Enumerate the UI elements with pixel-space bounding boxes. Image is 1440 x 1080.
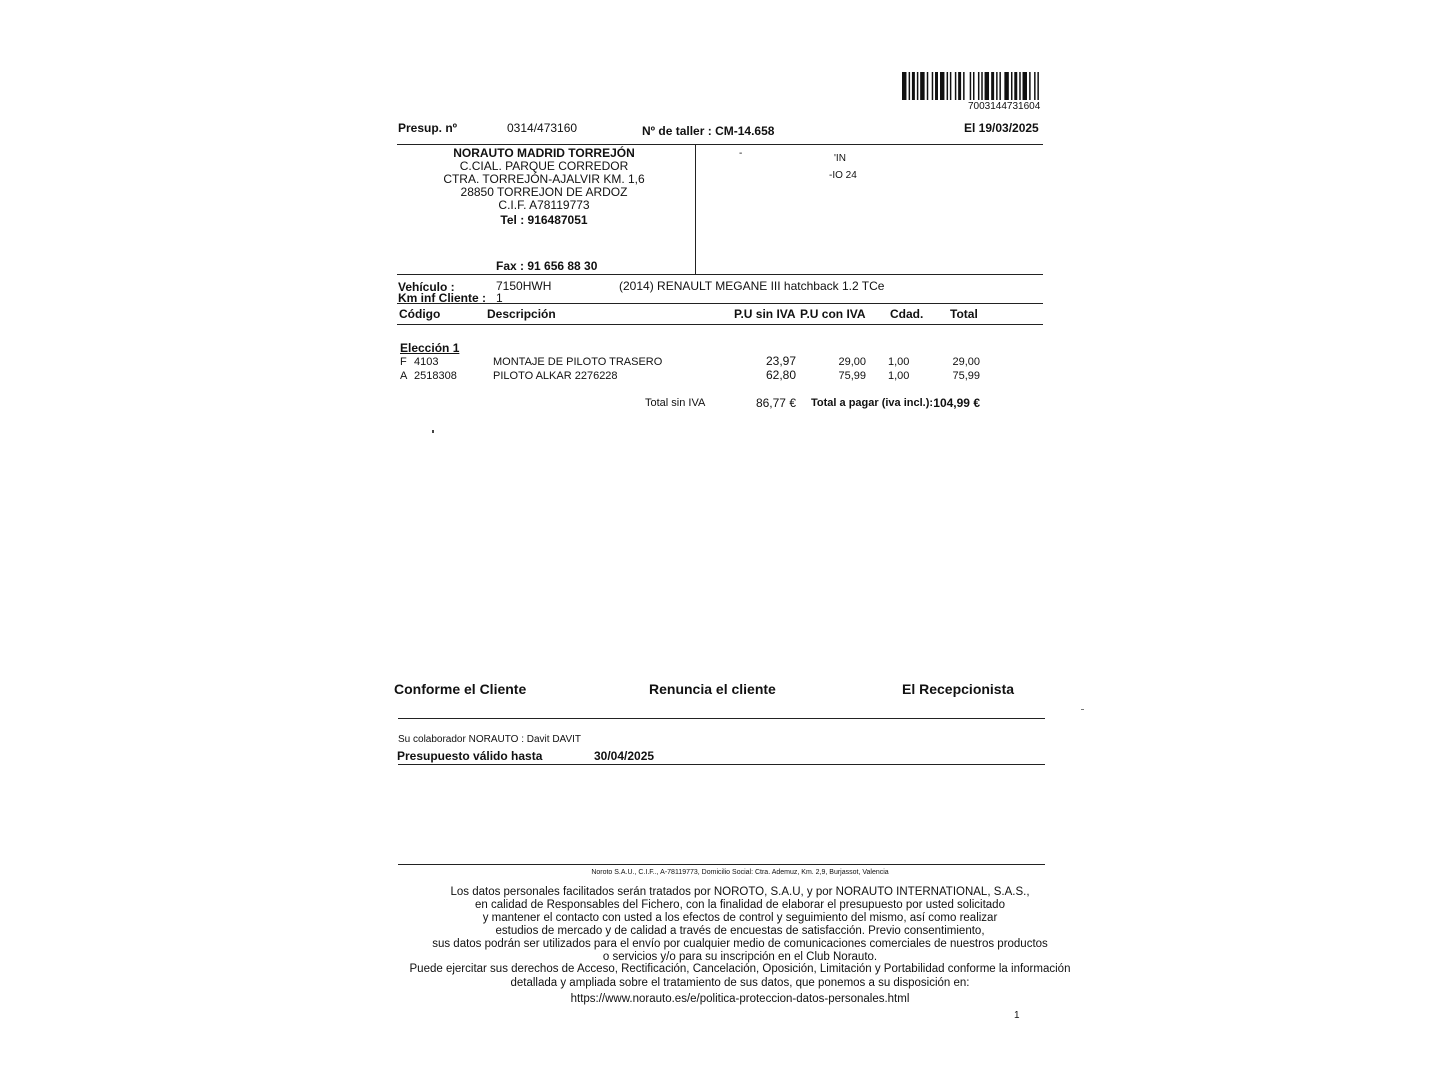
- total-pay-value: 104,99 €: [933, 396, 980, 410]
- footer-divider: [398, 864, 1045, 865]
- barcode-bar: [996, 72, 997, 100]
- company-address-line-2: CTRA. TORREJÓN-AJALVIR KM. 1,6: [443, 172, 645, 186]
- barcode-bar: [1004, 72, 1008, 100]
- budget-label: Presup. nº: [398, 121, 458, 135]
- customer-fragment: -: [739, 148, 743, 159]
- barcode-bar: [970, 72, 971, 100]
- legal-line: Los datos personales facilitados serán tratados por NOROTO, S.A.U, y por NORAUTO INTERNATIONAL, S.A.S.,: [450, 886, 1030, 898]
- legal-line: detallada y ampliada sobre el tratamiento de sus datos, que ponemos a su disposición en:: [510, 977, 970, 989]
- vehicle-label: Vehículo :: [398, 280, 455, 294]
- valid-until-label: Presupuesto válido hasta: [397, 749, 543, 763]
- company-name: NORAUTO MADRID TORREJÓN: [453, 146, 635, 160]
- signature-waiver: Renuncia el cliente: [649, 681, 776, 697]
- barcode-bar: [902, 72, 906, 100]
- row-total: 75,99: [952, 370, 980, 382]
- column-header-qty: Cdad.: [890, 307, 924, 321]
- column-header-code: Código: [399, 307, 441, 321]
- barcode-bar: [947, 72, 948, 100]
- column-header-description: Descripción: [487, 307, 556, 321]
- row-description: MONTAJE DE PILOTO TRASERO: [493, 356, 663, 368]
- signature-client: Conforme el Cliente: [394, 681, 527, 697]
- row-type: A: [400, 370, 408, 382]
- barcode-bar: [1011, 72, 1012, 100]
- barcode-bar: [940, 72, 944, 100]
- barcode-bar: [912, 72, 915, 100]
- barcode-bar: [935, 72, 938, 100]
- barcode-bar: [1029, 72, 1030, 100]
- row-qty: 1,00: [888, 370, 910, 382]
- customer-fragment: -IO 24: [829, 170, 857, 181]
- barcode-number: 7003144731604: [968, 101, 1041, 112]
- table-header-top-divider: [397, 303, 1043, 304]
- workshop-number: Nº de taller : CM-14.658: [642, 124, 775, 138]
- header-divider: [397, 144, 1043, 145]
- column-header-total: Total: [950, 307, 978, 321]
- legal-line: sus datos podrán ser utilizados para el envío por cualquier medio de comunicaciones comerciales de nuestros productos: [432, 938, 1048, 950]
- km-label: Km inf Cliente :: [398, 291, 487, 305]
- row-total: 29,00: [952, 356, 980, 368]
- row-qty: 1,00: [888, 356, 910, 368]
- row-code: 2518308: [414, 370, 457, 382]
- row-code: 4103: [414, 356, 439, 368]
- legal-line: estudios de mercado y de calidad a través de encuestas de satisfacción. Previo consentimiento,: [495, 925, 985, 937]
- budget-number: 0314/473160: [507, 121, 578, 135]
- table-header-bottom-divider: [397, 324, 1043, 325]
- barcode-bar: [927, 72, 928, 100]
- signature-divider: [398, 718, 1045, 719]
- scan-mark: [432, 430, 434, 433]
- section-title: Elección 1: [400, 341, 460, 355]
- column-header-pu-no-vat: P.U sin IVA: [734, 307, 796, 321]
- signature-receptionist: El Recepcionista: [902, 681, 1015, 697]
- valid-divider: [398, 764, 1045, 765]
- barcode-bar: [991, 72, 994, 100]
- company-address-line-1: C.CIAL. PARQUE CORREDOR: [459, 159, 629, 173]
- barcode: [902, 72, 1044, 100]
- customer-fragment: 'IN: [834, 153, 846, 164]
- barcode-bar: [950, 72, 951, 100]
- row-pu-no-vat: 62,80: [765, 368, 796, 382]
- barcode-bar: [963, 72, 964, 100]
- barcode-bar: [999, 72, 1000, 100]
- company-address-line-3: 28850 TORREJON DE ARDOZ: [460, 185, 628, 199]
- total-no-vat-value: 86,77 €: [755, 396, 796, 410]
- legal-line: en calidad de Responsables del Fichero, con la finalidad de elaborar el presupuesto por usted solicitado: [475, 899, 1005, 911]
- total-no-vat-label: Total sin IVA: [645, 397, 706, 409]
- page-number: 1: [1014, 1010, 1020, 1021]
- km-value: 1: [496, 291, 503, 305]
- barcode-bar: [920, 72, 924, 100]
- company-legal-line: Noroto S.A.U., C.I.F.., A-78119773, Domicilio Social: Ctra. Ademuz, Km. 2,9, Burjassot, Valencia: [591, 869, 889, 876]
- barcode-bar: [917, 72, 918, 100]
- row-pu-vat: 29,00: [838, 356, 866, 368]
- legal-line: Puede ejercitar sus derechos de Acceso, Rectificación, Cancelación, Oposición, Limitación y Portabilidad conforme la información: [409, 963, 1071, 975]
- row-description: PILOTO ALKAR 2276228: [493, 370, 618, 382]
- legal-line: y mantener el contacto con usted a los efectos de control y seguimiento del mismo, así como realizar: [482, 912, 998, 924]
- total-pay-label: Total a pagar (iva incl.):: [811, 397, 934, 409]
- barcode-bar: [1037, 72, 1038, 100]
- barcode-bar: [985, 72, 989, 100]
- privacy-url: https://www.norauto.es/e/politica-proteccion-datos-personales.html: [570, 993, 910, 1005]
- barcode-bar: [1014, 72, 1017, 100]
- company-tel: Tel : 916487051: [500, 213, 588, 227]
- row-pu-vat: 75,99: [838, 370, 866, 382]
- document-date: El 19/03/2025: [964, 121, 1039, 135]
- barcode-bar: [955, 72, 956, 100]
- address-column-divider: [695, 145, 696, 274]
- barcode-bar: [981, 72, 982, 100]
- barcode-bar: [958, 72, 961, 100]
- row-pu-no-vat: 23,97: [765, 354, 796, 368]
- vehicle-plate: 7150HWH: [496, 279, 552, 293]
- barcode-bar: [978, 72, 979, 100]
- legal-line: o servicios y/o para su inscripción en el Club Norauto.: [602, 951, 878, 963]
- barcode-bar: [1019, 72, 1020, 100]
- valid-until-date: 30/04/2025: [594, 749, 655, 763]
- barcode-bar: [909, 72, 910, 100]
- barcode-bar: [932, 72, 933, 100]
- vehicle-top-divider: [397, 274, 1043, 275]
- collaborator: Su colaborador NORAUTO : Davit DAVIT: [398, 734, 582, 745]
- vehicle-model: (2014) RENAULT MEGANE III hatchback 1.2 TCe: [619, 279, 885, 293]
- company-fax: Fax : 91 656 88 30: [496, 259, 598, 273]
- barcode-bar: [973, 72, 974, 100]
- barcode-bar: [1023, 72, 1027, 100]
- row-type: F: [400, 356, 407, 368]
- column-header-pu-vat: P.U con IVA: [800, 307, 866, 321]
- barcode-bar: [1034, 72, 1035, 100]
- scan-mark: [1081, 709, 1084, 710]
- company-cif: C.I.F. A78119773: [498, 198, 590, 212]
